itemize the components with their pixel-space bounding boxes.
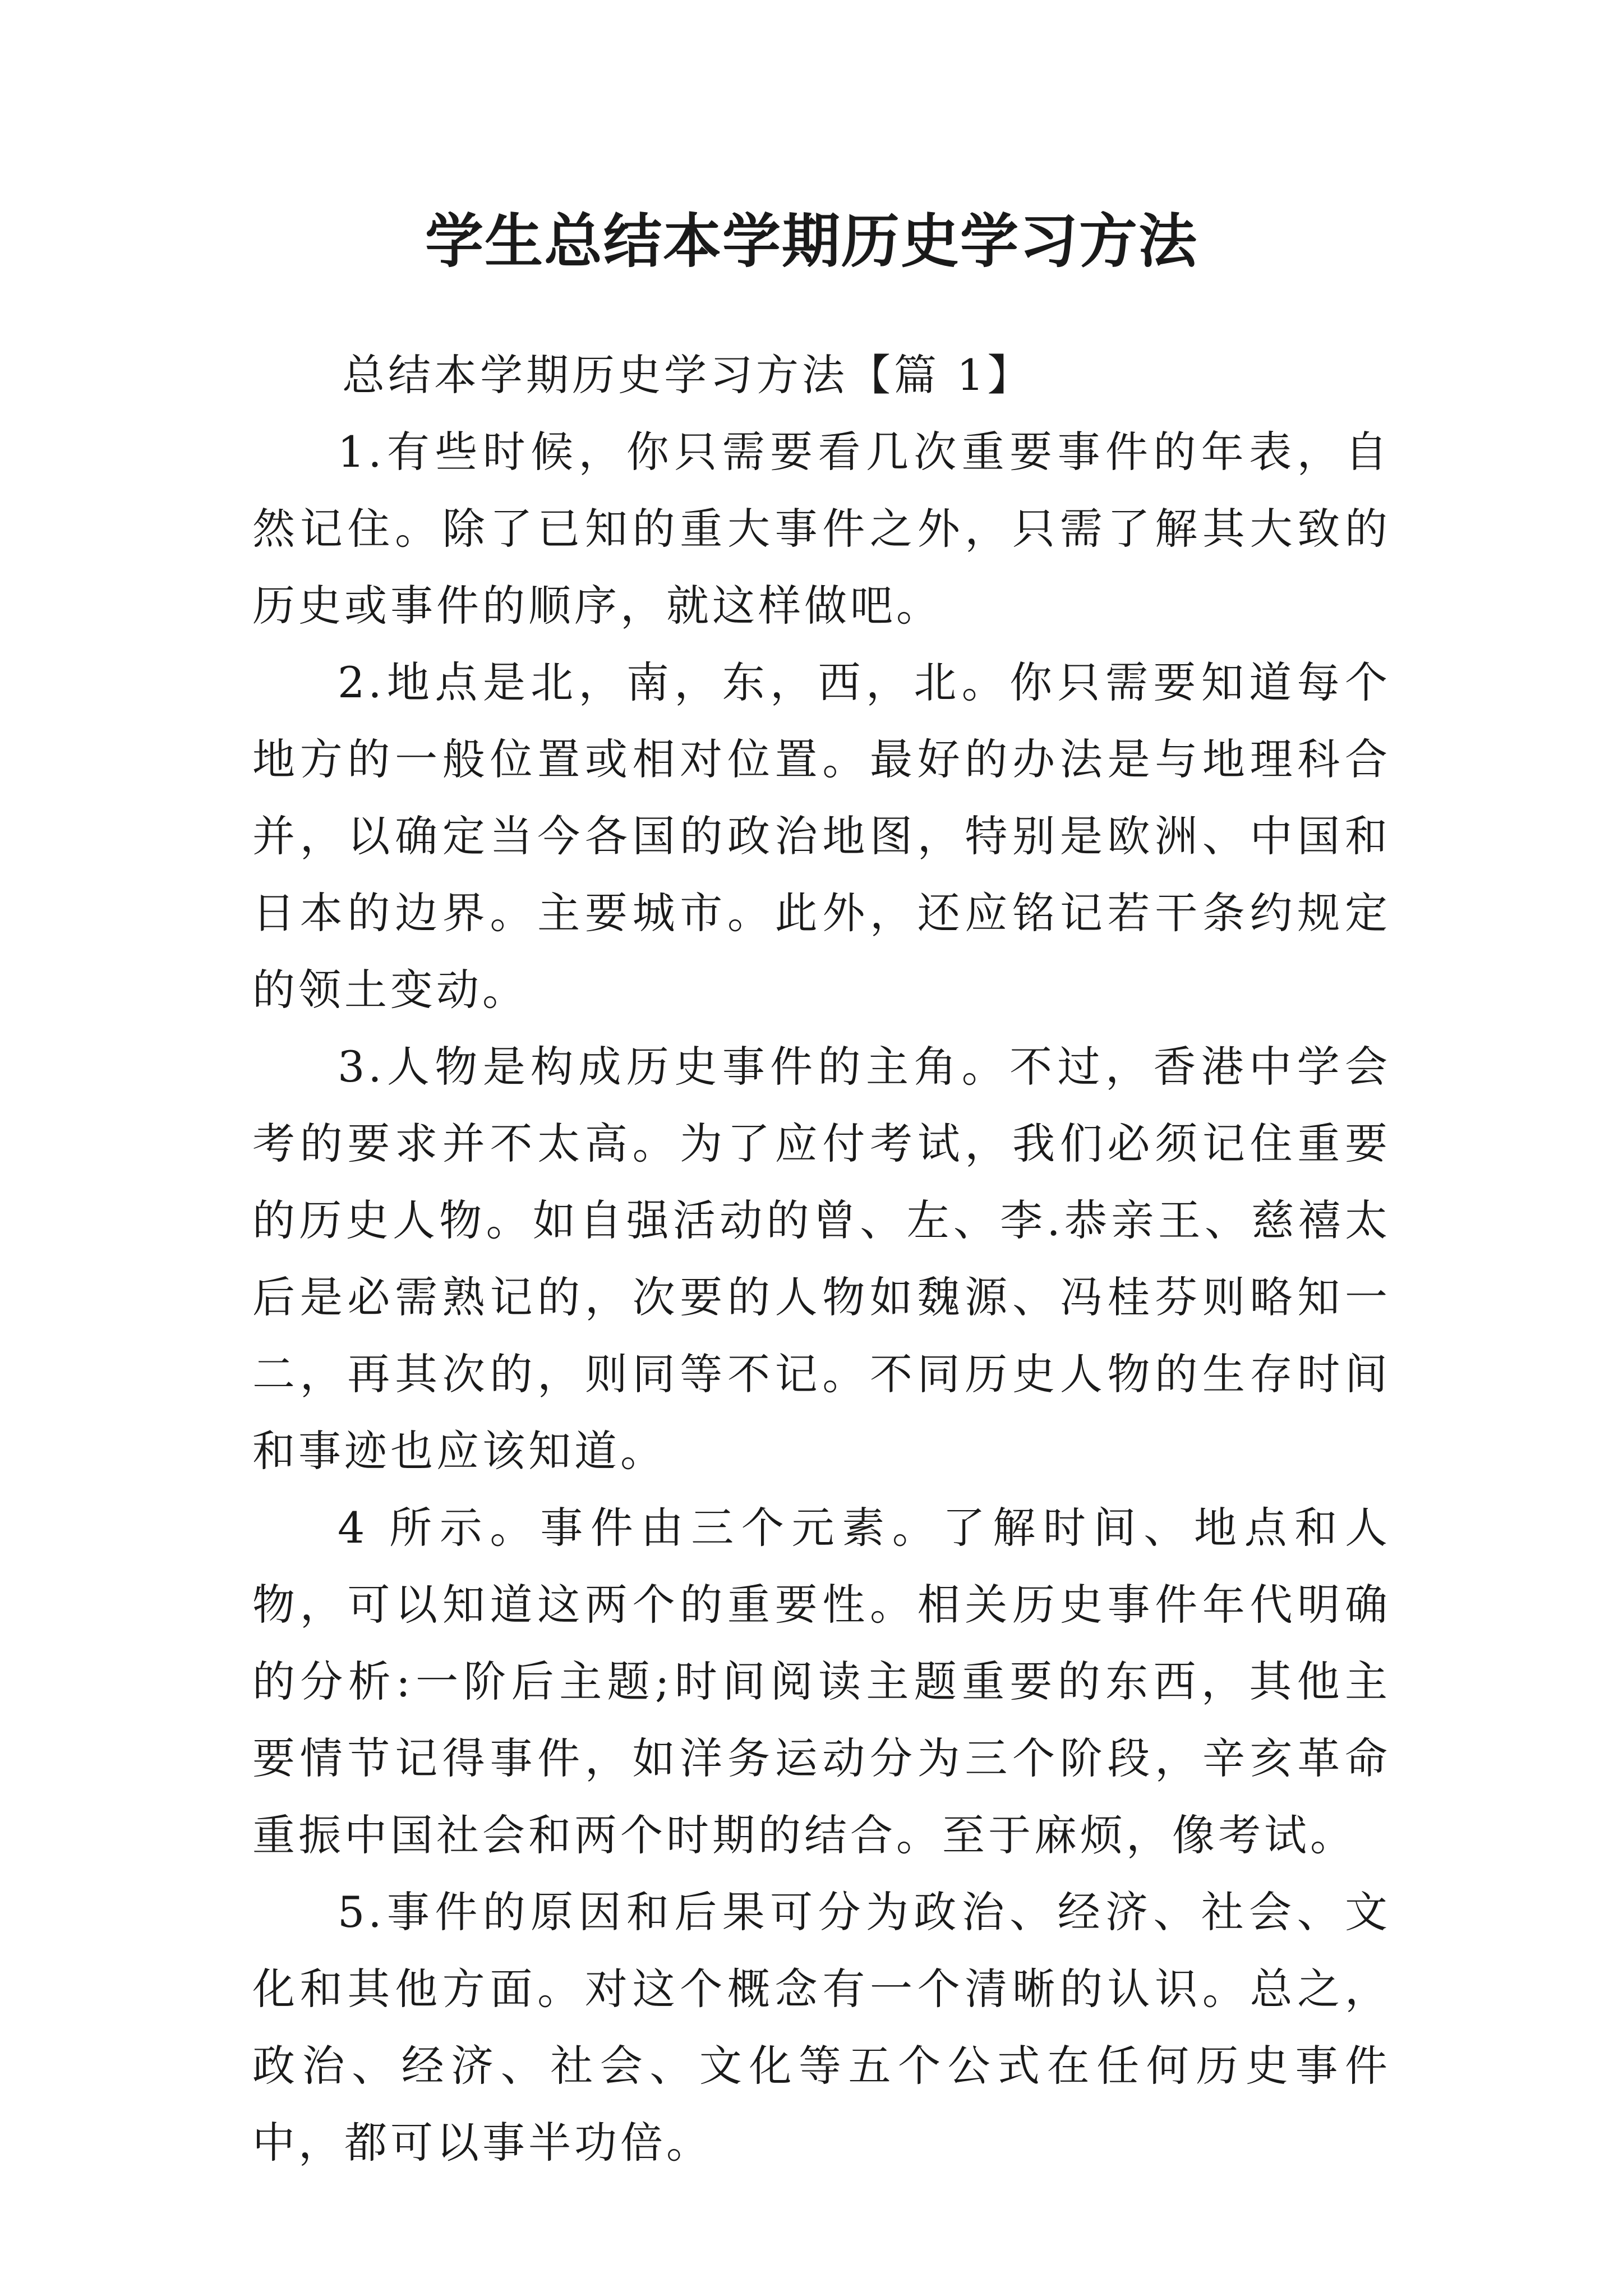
paragraph-5: 5.事件的原因和后果可分为政治、经济、社会、文化和其他方面。对这个概念有一个清晰的认识。总之，政治、经济、社会、文化等五个公式在任何历史事件中，都可以事半功倍。 bbox=[252, 1887, 1391, 2168]
section-heading: 总结本学期历史学习方法【篇 1】 bbox=[342, 350, 1034, 400]
paragraph-3: 3.人物是构成历史事件的主角。不过，香港中学会考的要求并不太高。为了应付考试，我们必须记住重要的历史人物。如自强活动的曾、左、李.恭亲王、慈禧太后是必需熟记的，次要的人物如魏源、冯桂芬则略知一二，再其次的，则同等不记。不同历史人物的生存时间和事迹也应该知道。 bbox=[252, 1042, 1391, 1476]
paragraph-1: 1.有些时候，你只需要看几次重要事件的年表，自然记住。除了已知的重大事件之外，只需了解其大致的历史或事件的顺序，就这样做吧。 bbox=[252, 427, 1391, 631]
document-body bbox=[252, 337, 1391, 2181]
paragraph-2: 2.地点是北，南，东，西，北。你只需要知道每个地方的一般位置或相对位置。最好的办法是与地理科合并，以确定当今各国的政治地图，特别是欧洲、中国和日本的边界。主要城市。此外，还应铭记若干条约规定的领土变动。 bbox=[252, 657, 1391, 1015]
paragraph-4: 4 所示。事件由三个元素。了解时间、地点和人物，可以知道这两个的重要性。相关历史事件年代明确的分析:一阶后主题;时间阅读主题重要的东西，其他主要情节记得事件，如洋务运动分为三个阶段，辛亥革命重振中国社会和两个时期的结合。至于麻烦，像考试。 bbox=[252, 1503, 1391, 1860]
document-title: 学生总结本学期历史学习方法 bbox=[425, 206, 1198, 275]
